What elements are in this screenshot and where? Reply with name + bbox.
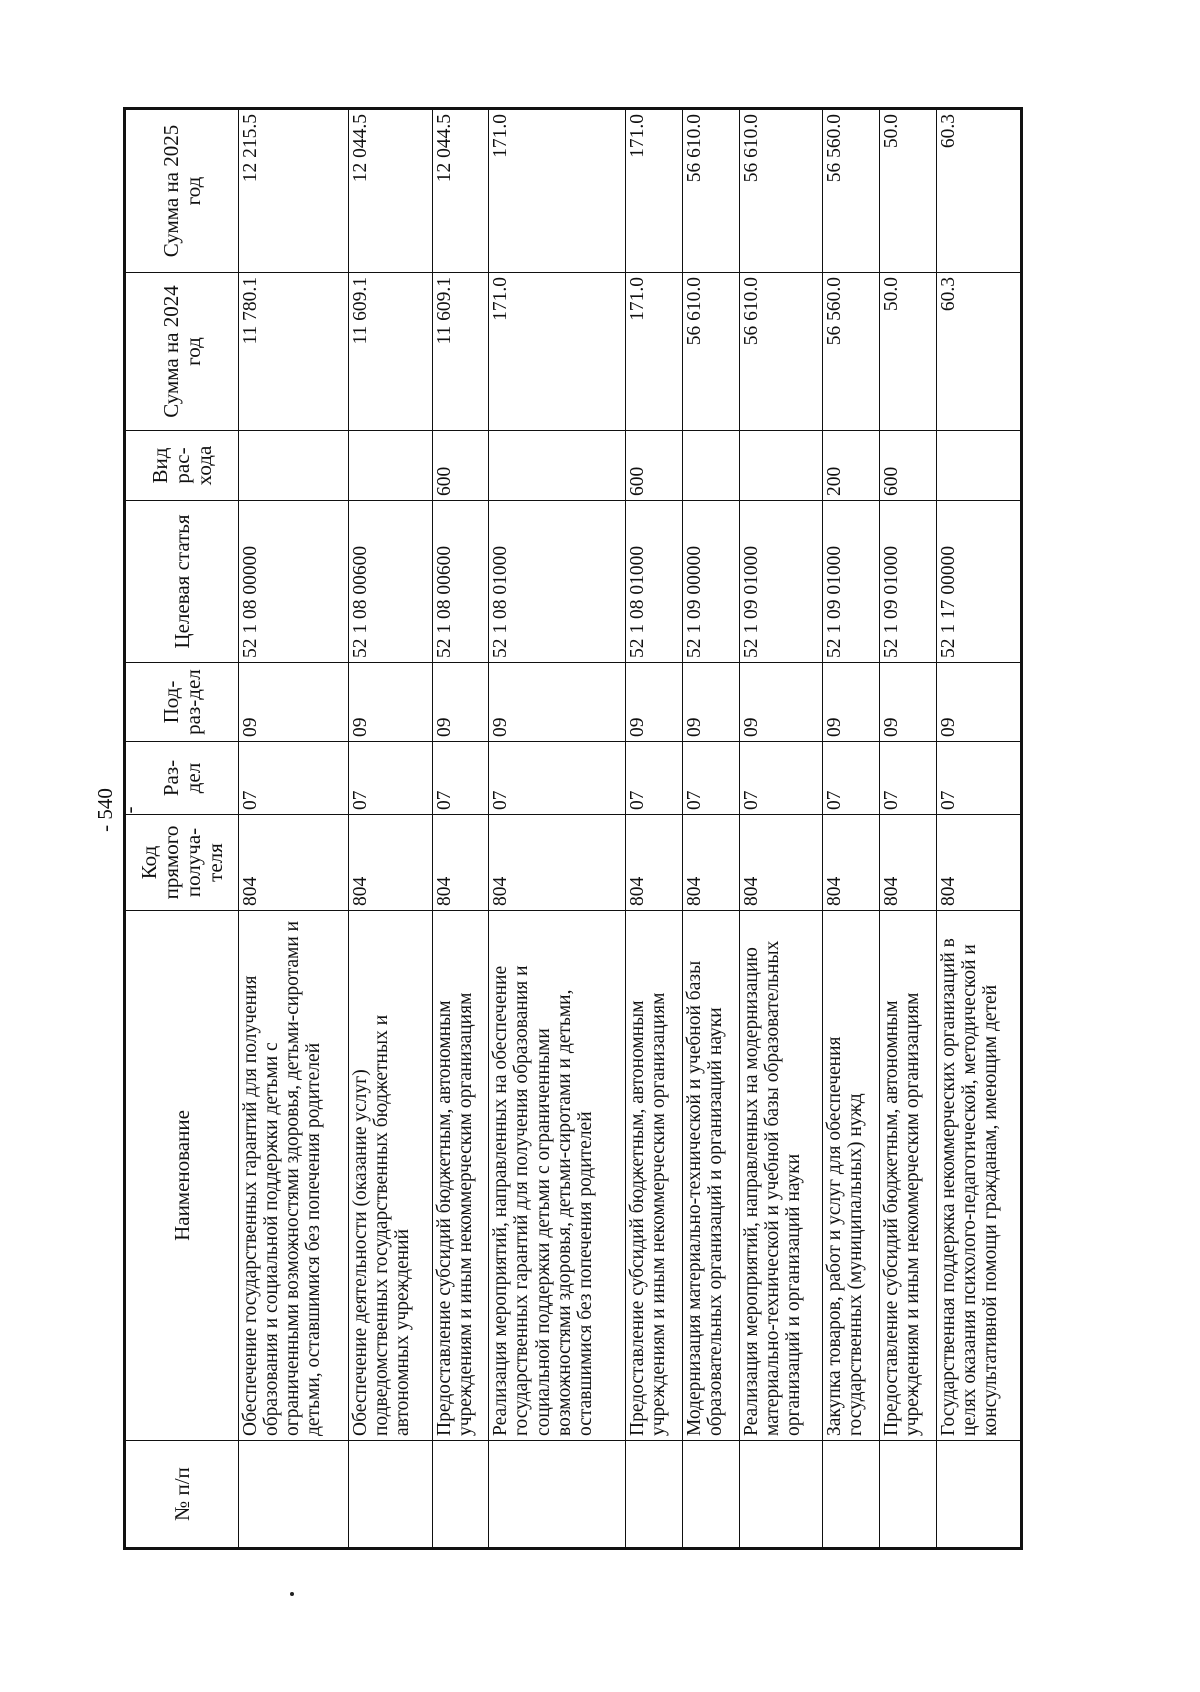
header-target: Целевая статья [125,501,239,663]
table-header-row [125,109,239,1549]
cell-subsection: 09 [626,663,683,742]
cell-name: Предоставление субсидий бюджетным, автономным учреждениям и иным некоммерческим организациям [880,911,937,1441]
cell-section: 07 [823,742,880,815]
table-row [489,109,626,1549]
header-num: № п/п [125,1441,239,1549]
cell-expense: 200 [823,431,880,501]
cell-target: 52 1 09 01000 [739,501,822,663]
cell-recipient: 804 [489,815,626,911]
cell-expense [489,431,626,501]
cell-name: Закупка товаров, работ и услуг для обеспечения государственных (муниципальных) нужд [823,911,880,1441]
cell-sum2024: 56 610.0 [739,273,822,431]
cell-name: Реализация мероприятий, направленных на обеспечение государственных гарантий для получения образования и социальной поддержки детьми с ограниченными возможностями здоровья, детьми-сиротами и детьми, оставшимися без попечения родителей [489,911,626,1441]
table-row [349,109,432,1549]
cell-target: 52 1 09 00000 [682,501,739,663]
cell-num [682,1441,739,1549]
cell-expense [739,431,822,501]
table-row [823,109,880,1549]
cell-subsection: 09 [823,663,880,742]
cell-subsection: 09 [880,663,937,742]
cell-num [239,1441,349,1549]
header-name: Наименование [125,911,239,1441]
cell-subsection: 09 [349,663,432,742]
cell-expense [682,431,739,501]
cell-name: Модернизация материально-технической и учебной базы образовательных организаций и организаций науки [682,911,739,1441]
cell-section: 07 [349,742,432,815]
cell-sum2024: 60.3 [937,273,1022,431]
cell-target: 52 1 09 01000 [880,501,937,663]
header-recipient: Код прямого получа-теля [125,815,239,911]
cell-sum2025: 12 215.5 [239,109,349,273]
cell-recipient: 804 [823,815,880,911]
cell-sum2025: 56 610.0 [739,109,822,273]
cell-target: 52 1 08 00600 [349,501,432,663]
cell-target: 52 1 08 01000 [626,501,683,663]
table-body [239,109,1022,1549]
cell-num [349,1441,432,1549]
cell-name: Обеспечение государственных гарантий для получения образования и социальной поддержки детьми с ограниченными возможностями здоровья, детьми-сиротами и детьми, оставшимися без попечения родителей [239,911,349,1441]
cell-expense [239,431,349,501]
cell-subsection: 09 [239,663,349,742]
cell-name: Предоставление субсидий бюджетным, автономным учреждениям и иным некоммерческим организациям [626,911,683,1441]
cell-sum2025: 56 560.0 [823,109,880,273]
cell-section: 07 [937,742,1022,815]
cell-section: 07 [239,742,349,815]
cell-sum2024: 11 609.1 [349,273,432,431]
cell-sum2025: 171.0 [489,109,626,273]
cell-sum2025: 12 044.5 [349,109,432,273]
cell-num [823,1441,880,1549]
cell-recipient: 804 [626,815,683,911]
scan-dot [290,1592,294,1596]
cell-num [626,1441,683,1549]
cell-recipient: 804 [682,815,739,911]
cell-section: 07 [739,742,822,815]
budget-table-rotated [123,110,1023,1550]
cell-num [432,1441,489,1549]
cell-target: 52 1 08 01000 [489,501,626,663]
cell-num [937,1441,1022,1549]
cell-expense [937,431,1022,501]
cell-expense [349,431,432,501]
header-subsection: Под-раз-дел [125,663,239,742]
cell-subsection: 09 [739,663,822,742]
cell-sum2024: 56 610.0 [682,273,739,431]
cell-expense: 600 [626,431,683,501]
header-sum2024: Сумма на 2024 год [125,273,239,431]
cell-expense: 600 [432,431,489,501]
table-row [739,109,822,1549]
cell-sum2025: 171.0 [626,109,683,273]
cell-recipient: 804 [432,815,489,911]
header-sum2025: Сумма на 2025 год [125,109,239,273]
cell-target: 52 1 09 01000 [823,501,880,663]
cell-target: 52 1 08 00000 [239,501,349,663]
cell-name: Реализация мероприятий, направленных на модернизацию материально-технической и учебной базы образовательных организаций и организаций науки [739,911,822,1441]
cell-sum2024: 11 609.1 [432,273,489,431]
cell-subsection: 09 [489,663,626,742]
cell-subsection: 09 [682,663,739,742]
cell-sum2025: 50.0 [880,109,937,273]
cell-sum2024: 56 560.0 [823,273,880,431]
table-row [937,109,1022,1549]
cell-sum2025: 12 044.5 [432,109,489,273]
header-section: Раз-дел [125,742,239,815]
cell-sum2024: 171.0 [489,273,626,431]
cell-name: Обеспечение деятельности (оказание услуг) подведомственных государственных бюджетных и автономных учреждений [349,911,432,1441]
table-row [880,109,937,1549]
table-row [682,109,739,1549]
cell-target: 52 1 17 00000 [937,501,1022,663]
header-expense: Вид рас-хода [125,431,239,501]
cell-sum2025: 56 610.0 [682,109,739,273]
cell-section: 07 [626,742,683,815]
table-row [239,109,349,1549]
cell-sum2024: 171.0 [626,273,683,431]
cell-section: 07 [489,742,626,815]
cell-subsection: 09 [432,663,489,742]
cell-recipient: 804 [739,815,822,911]
cell-section: 07 [880,742,937,815]
cell-subsection: 09 [937,663,1022,742]
cell-section: 07 [432,742,489,815]
cell-name: Предоставление субсидий бюджетным, автономным учреждениям и иным некоммерческим организациям [432,911,489,1441]
cell-num [880,1441,937,1549]
cell-num [489,1441,626,1549]
cell-recipient: 804 [880,815,937,911]
table-row [626,109,683,1549]
cell-name: Государственная поддержка некоммерческих организаций в целях оказания психолого-педагогической, методической и консультативной помощи гражданам, имеющим детей [937,911,1022,1441]
cell-recipient: 804 [937,815,1022,911]
page-number: - 540 - [93,788,141,832]
cell-num [739,1441,822,1549]
cell-recipient: 804 [239,815,349,911]
table-row [432,109,489,1549]
cell-sum2025: 60.3 [937,109,1022,273]
budget-table [123,107,1023,1550]
cell-section: 07 [682,742,739,815]
cell-sum2024: 50.0 [880,273,937,431]
cell-target: 52 1 08 00600 [432,501,489,663]
cell-recipient: 804 [349,815,432,911]
cell-sum2024: 11 780.1 [239,273,349,431]
cell-expense: 600 [880,431,937,501]
